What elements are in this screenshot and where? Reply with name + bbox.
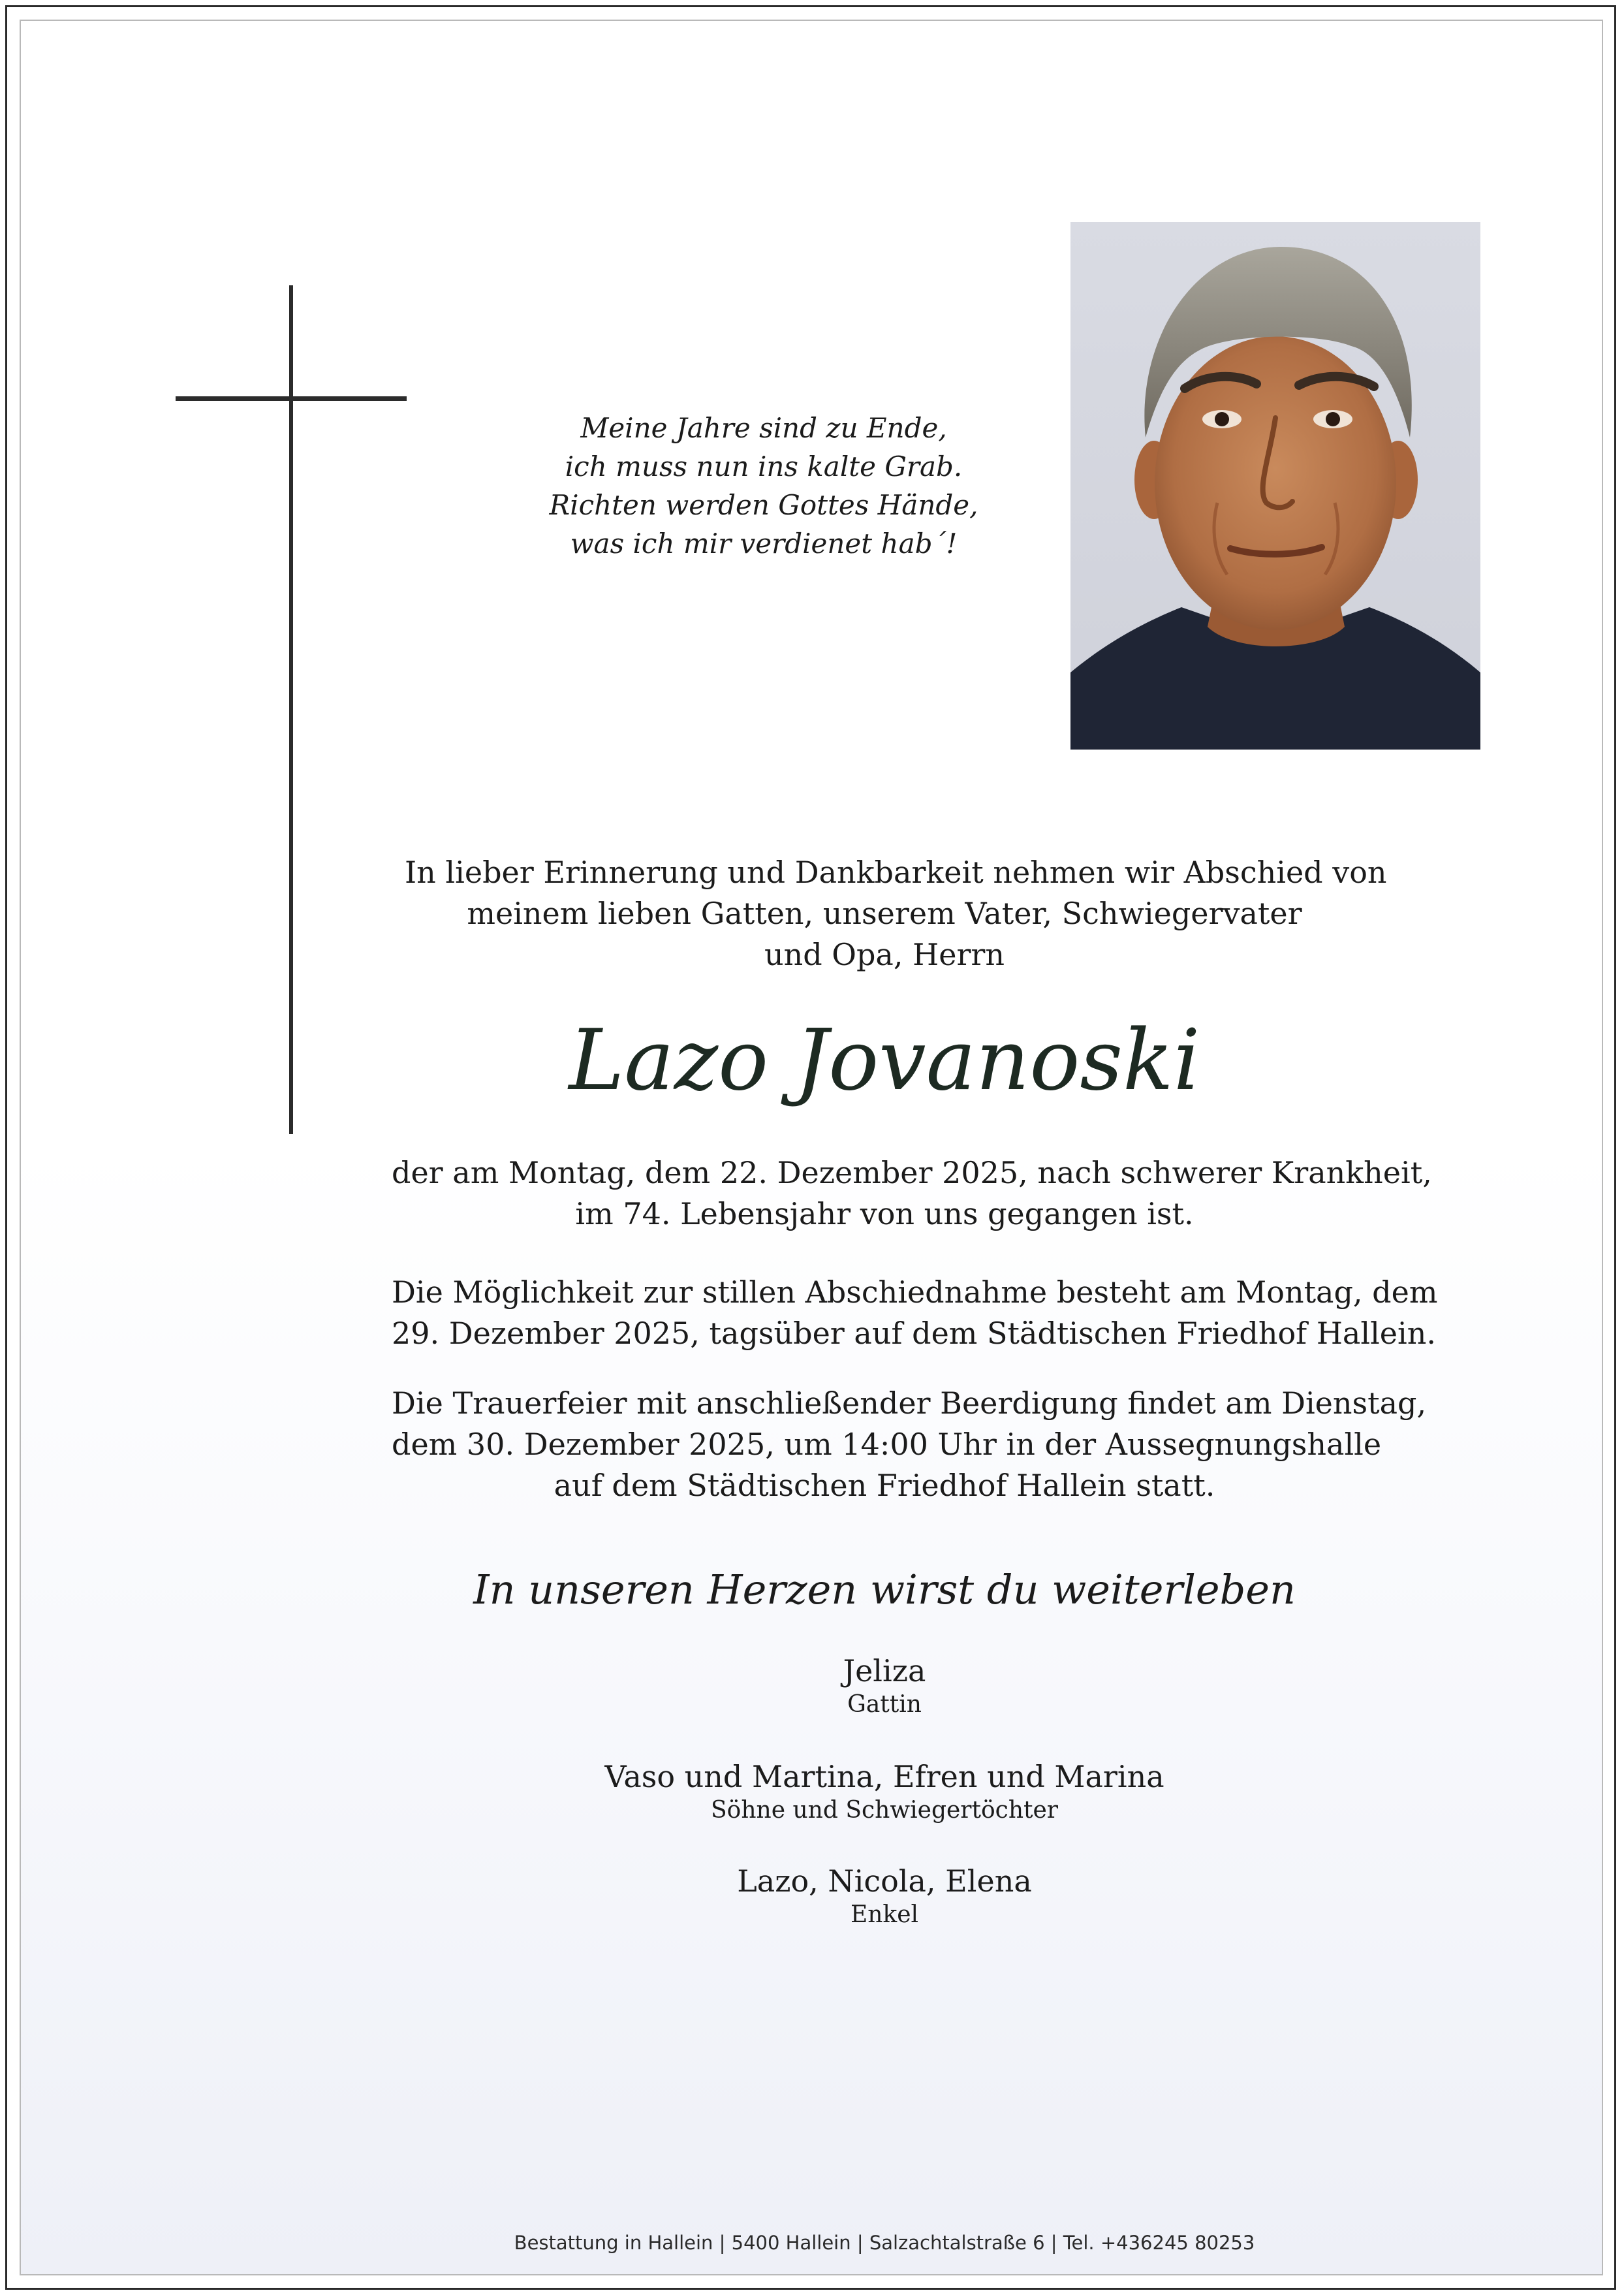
- funeral-line: auf dem Städtischen Friedhof Hallein statt.: [554, 1468, 1215, 1503]
- mourner-group: [405, 1758, 1364, 1826]
- intro-line: In lieber Erinnerung und Dankbarkeit nehmen wir Abschied von: [405, 855, 1387, 890]
- mourner-role: Söhne und Schwiegertöchter: [711, 1797, 1058, 1824]
- mourner-group: [405, 1652, 1364, 1720]
- motto-heading: In unseren Herzen wirst du weiterleben: [473, 1566, 1296, 1613]
- funeral-line: dem 30. Dezember 2025, um 14:00 Uhr in der Aussegnungshalle: [392, 1427, 1382, 1462]
- intro-text: [405, 852, 1387, 975]
- death-notice-line: der am Montag, dem 22. Dezember 2025, nach schwerer Krankheit,: [392, 1155, 1432, 1190]
- portrait-photo: [1070, 222, 1480, 750]
- funeral-home-footer: Bestattung in Hallein | 5400 Hallein | Salzachtalstraße 6 | Tel. +436245 80253: [514, 2232, 1255, 2254]
- intro-line: und Opa, Herrn: [764, 937, 1005, 972]
- viewing-line: 29. Dezember 2025, tagsüber auf dem Städtischen Friedhof Hallein.: [392, 1316, 1436, 1351]
- mourner-role: Gattin: [847, 1691, 922, 1718]
- mourner-names: Vaso und Martina, Efren und Marina: [604, 1759, 1164, 1794]
- viewing-line: Die Möglichkeit zur stillen Abschiednahme besteht am Montag, dem: [392, 1274, 1438, 1310]
- mourner-names: Jeliza: [843, 1653, 926, 1688]
- cross-vertical-beam: [289, 285, 293, 1134]
- mourner-role: Enkel: [850, 1901, 919, 1928]
- funeral-line: Die Trauerfeier mit anschließender Beerdigung findet am Dienstag,: [392, 1385, 1427, 1421]
- intro-line: meinem lieben Gatten, unserem Vater, Schwiegervater: [467, 896, 1302, 931]
- poem-line: Meine Jahre sind zu Ende,: [580, 412, 947, 444]
- memorial-poem: [509, 409, 1018, 563]
- death-notice-line: im 74. Lebensjahr von uns gegangen ist.: [575, 1196, 1194, 1231]
- cross-horizontal-beam: [176, 396, 407, 401]
- funeral-text: [392, 1383, 1427, 1506]
- poem-line: was ich mir verdienet hab´!: [570, 528, 958, 560]
- poem-line: Richten werden Gottes Hände,: [549, 489, 978, 521]
- poem-line: ich muss nun ins kalte Grab.: [565, 451, 963, 483]
- mourner-names: Lazo, Nicola, Elena: [737, 1863, 1032, 1899]
- viewing-text: [392, 1272, 1438, 1354]
- death-notice-text: [392, 1152, 1432, 1235]
- deceased-name: Lazo Jovanoski: [569, 1012, 1200, 1109]
- mourner-group: [405, 1862, 1364, 1930]
